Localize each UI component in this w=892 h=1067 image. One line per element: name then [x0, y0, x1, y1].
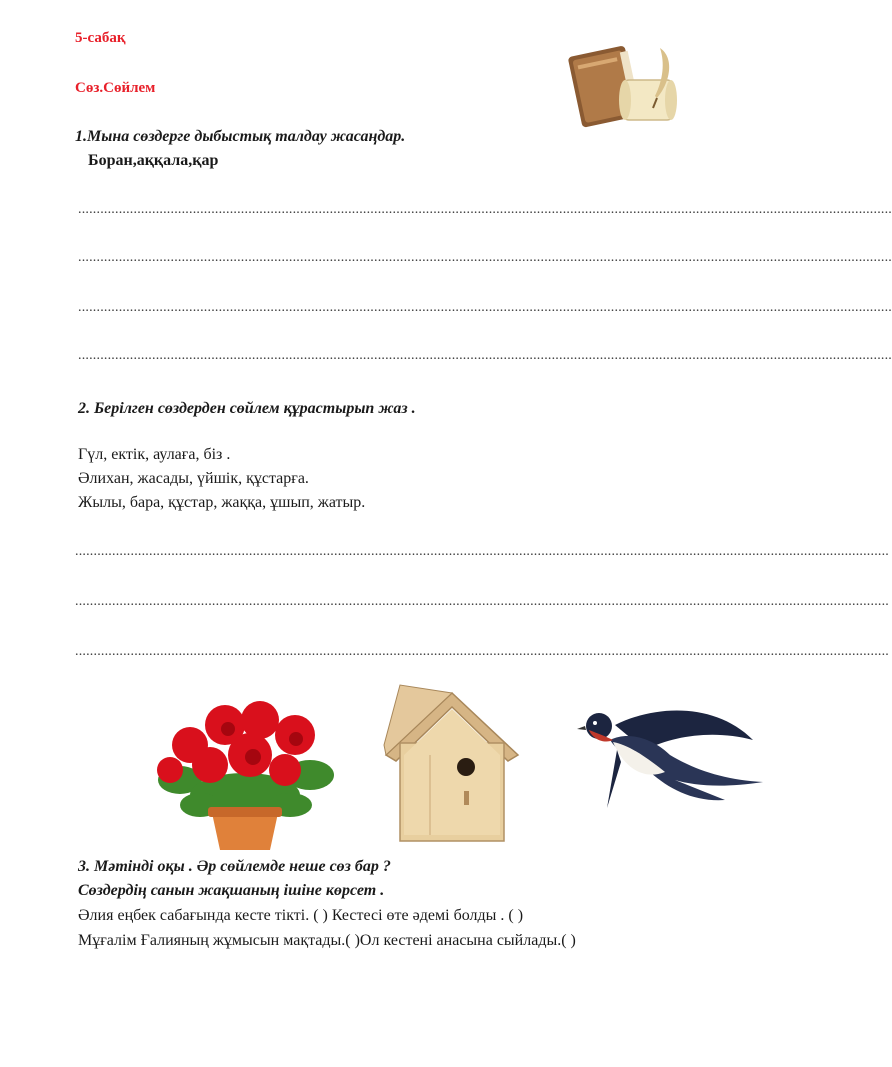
task1-words: Боран,аққала,қар [88, 152, 219, 169]
birdhouse-icon [380, 685, 525, 845]
task3-line-1: Әлия еңбек сабағында кесте тікті. ( ) Кестесі өте әдемі болды . ( ) [78, 907, 524, 924]
task2-line-1: Гүл, ектік, аулаға, біз . [78, 446, 231, 463]
task1-title: 1.Мына сөздерге дыбыстық талдау жасаңдар. [75, 128, 406, 145]
task2-line-2: Әлихан, жасады, үйшік, құстарға. [78, 470, 309, 487]
answer-line-3[interactable]: ............................................................................................................................................................................................................................ [78, 300, 892, 315]
answer-line-1[interactable]: ............................................................................................................................................................................................................................ [78, 202, 892, 217]
answer-line-2[interactable]: ............................................................................................................................................................................................................................ [78, 250, 892, 265]
answer-line-7[interactable]: ............................................................................................................................................................................................................................ [75, 644, 889, 659]
answer-line-6[interactable]: ............................................................................................................................................................................................................................ [75, 594, 889, 609]
task3-line-2: Мұғалім Ғалияның жұмысын мақтады.( )Ол кестені анасына сыйлады.( ) [78, 932, 576, 949]
lesson-topic: Сөз.Сөйлем [75, 80, 156, 96]
task2-title: 2. Берілген сөздерден сөйлем құрастырып жаз . [78, 400, 416, 417]
swallow-icon [575, 700, 765, 820]
task2-line-3: Жылы, бара, құстар, жаққа, ұшып, жатыр. [78, 494, 366, 511]
task3-title: 3. Мәтінді оқы . Әр сөйлемде неше сөз бар ? [78, 858, 391, 875]
lesson-number: 5-сабақ [75, 30, 126, 46]
book-scroll-icon [565, 28, 685, 133]
task3-subtitle: Сөздердің санын жақшаның ішіне көрсет . [78, 882, 385, 899]
answer-line-5[interactable]: ............................................................................................................................................................................................................................ [75, 544, 889, 559]
answer-line-4[interactable]: ............................................................................................................................................................................................................................ [78, 348, 892, 363]
flower-pot-icon [150, 695, 340, 855]
